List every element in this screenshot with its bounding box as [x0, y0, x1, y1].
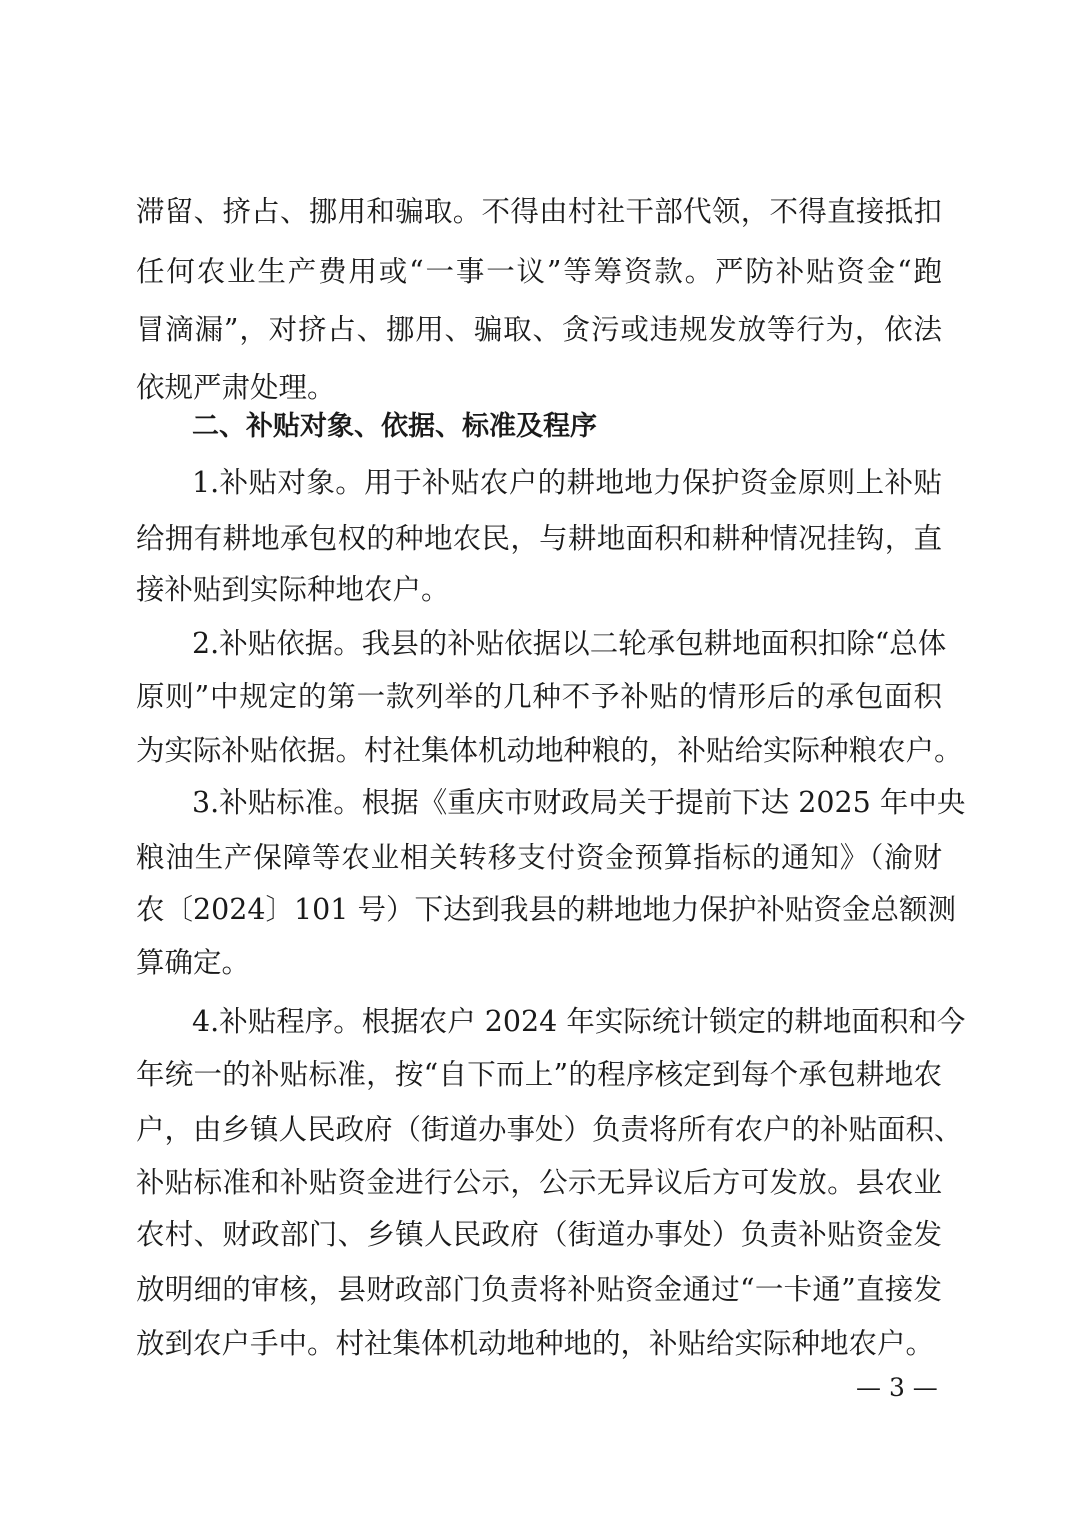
item-4-line-6: 放明细的审核，县财政部门负责将补贴资金通过“一卡通”直接发	[136, 1273, 942, 1306]
item-3-line-3: 农〔2024〕101 号）下达到我县的耕地地力保护补贴资金总额测	[136, 893, 956, 926]
item-3-line-4: 算确定。	[136, 946, 251, 979]
item-2-line-1: 2.补贴依据。我县的补贴依据以二轮承包耕地面积扣除“总体	[192, 627, 947, 660]
page-number: — 3 —	[856, 1373, 938, 1402]
item-1-line-2: 给拥有耕地承包权的种地农民，与耕地面积和耕种情况挂钩，直	[136, 522, 942, 555]
item-4-line-1: 4.补贴程序。根据农户 2024 年实际统计锁定的耕地面积和今	[192, 1005, 966, 1038]
item-3-line-1: 3.补贴标准。根据《重庆市财政局关于提前下达 2025 年中央	[192, 786, 966, 819]
item-2-line-2: 原则”中规定的第一款列举的几种不予补贴的情形后的承包面积	[136, 680, 942, 713]
item-4-line-4: 补贴标准和补贴资金进行公示，公示无异议后方可发放。县农业	[136, 1166, 942, 1199]
item-4-line-2: 年统一的补贴标准，按“自下而上”的程序核定到每个承包耕地农	[136, 1058, 942, 1091]
section-heading: 二、补贴对象、依据、标准及程序	[192, 411, 597, 442]
paragraph-1-line-3: 冒滴漏”，对挤占、挪用、骗取、贪污或违规发放等行为，依法	[136, 313, 942, 346]
item-2-line-3: 为实际补贴依据。村社集体机动地种粮的，补贴给实际种粮农户。	[136, 734, 963, 767]
item-1-line-1: 1.补贴对象。用于补贴农户的耕地地力保护资金原则上补贴	[192, 466, 942, 499]
item-4-line-3: 户，由乡镇人民政府（街道办事处）负责将所有农户的补贴面积、	[136, 1113, 963, 1146]
item-3-line-2: 粮油生产保障等农业相关转移支付资金预算指标的通知》（渝财	[136, 841, 942, 874]
paragraph-1-line-4: 依规严肃处理。	[136, 371, 336, 404]
item-1-line-3: 接补贴到实际种地农户。	[136, 573, 450, 606]
item-4-line-5: 农村、财政部门、乡镇人民政府（街道办事处）负责补贴资金发	[136, 1218, 942, 1251]
item-4-line-7: 放到农户手中。村社集体机动地种地的，补贴给实际种地农户。	[136, 1327, 935, 1360]
paragraph-1-line-2: 任何农业生产费用或“一事一议”等筹资款。严防补贴资金“跑	[136, 255, 942, 288]
paragraph-1-line-1: 滞留、挤占、挪用和骗取。不得由村社干部代领，不得直接抵扣	[136, 195, 942, 228]
